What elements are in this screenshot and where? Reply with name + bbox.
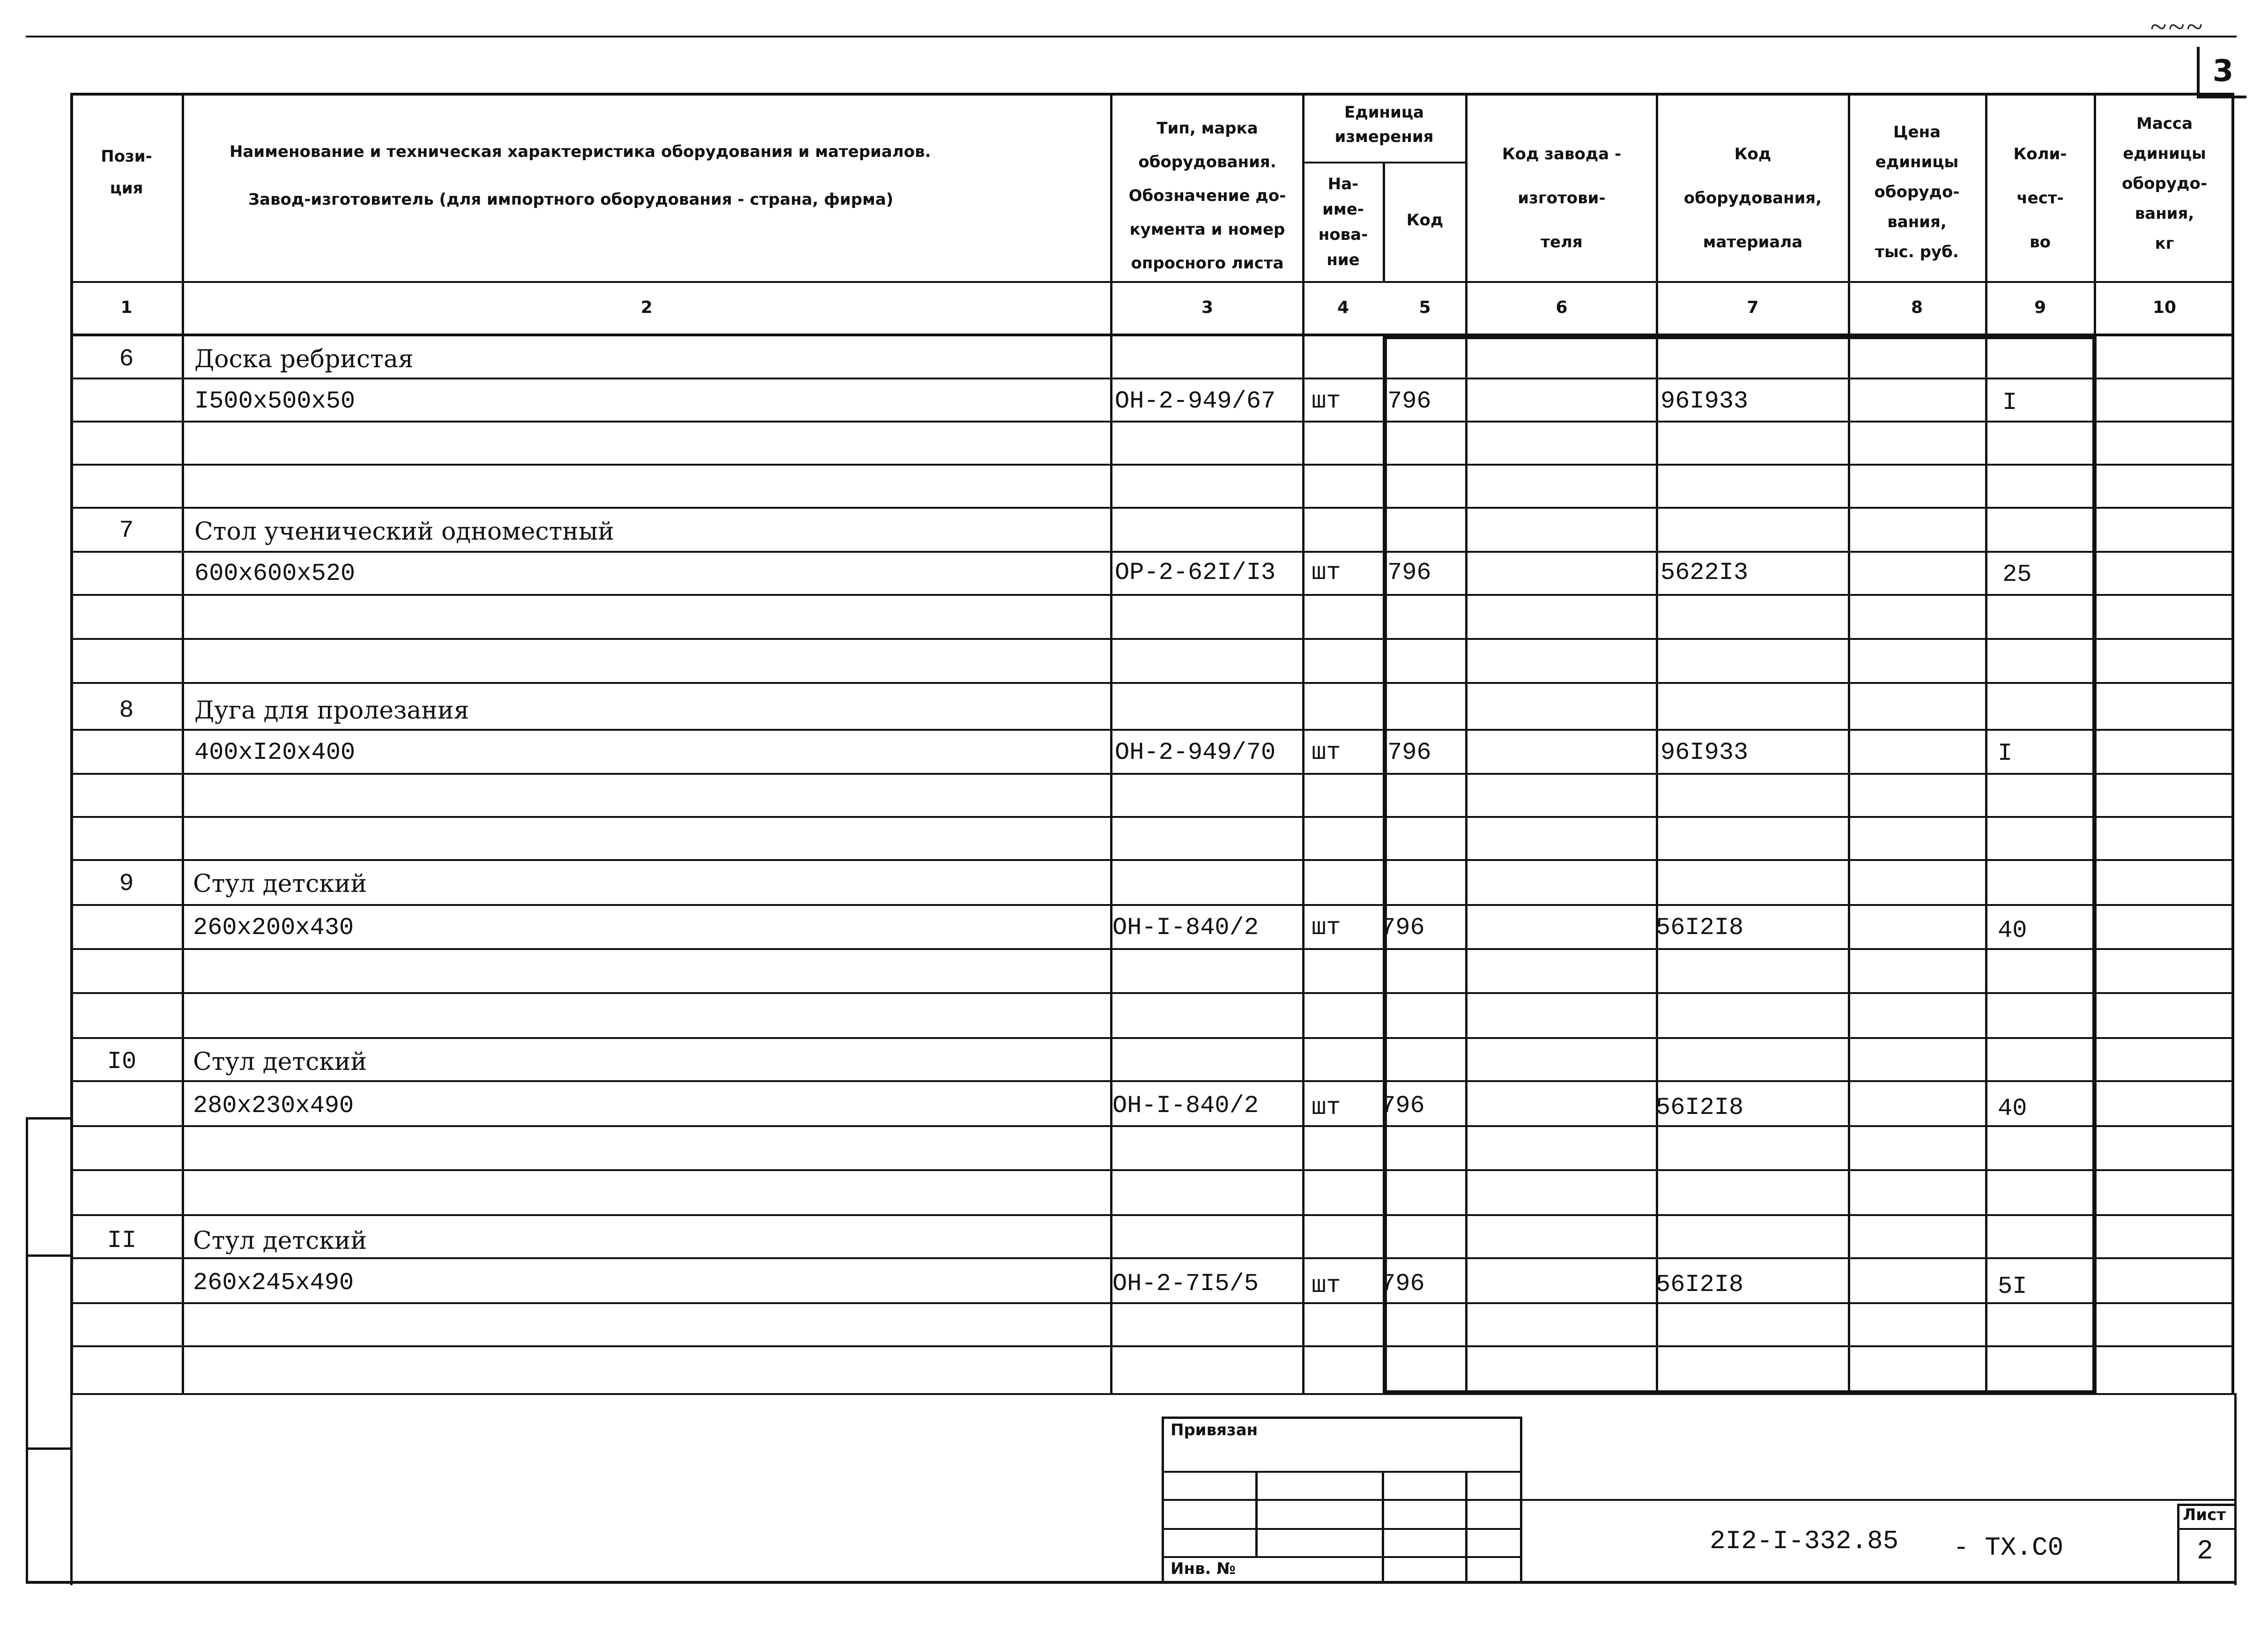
frame-left (70, 1393, 73, 1585)
col-divider (1656, 93, 1658, 1395)
header-text: вания, (2135, 204, 2194, 223)
stamp-col (1465, 1471, 1468, 1583)
row-unit-code: 796 (1387, 739, 1431, 766)
header-col2 (230, 136, 1101, 215)
row-divider (70, 1393, 2234, 1395)
header-text: Код (1406, 211, 1444, 230)
header-text: материала (1703, 233, 1803, 252)
row-qty: 5I (1998, 1273, 2027, 1300)
row-qty: 40 (1998, 917, 2027, 944)
header-text: оборудования, (1683, 189, 1822, 208)
header-text: нова- (1318, 225, 1368, 244)
row-equip-code: 96I933 (1660, 387, 1749, 415)
row-name: Стол ученический одноместный (194, 518, 615, 546)
stamp-row (1162, 1556, 1522, 1558)
header-col1 (73, 141, 180, 204)
row-divider (70, 1257, 2234, 1259)
stamp-row (1162, 1471, 1522, 1473)
attached-label: Привязан (1171, 1421, 1258, 1439)
binding-strip-divider (26, 1254, 70, 1257)
header-text: оборудо- (1874, 183, 1960, 201)
header-divider (70, 334, 2234, 336)
row-divider (70, 1345, 2234, 1347)
column-number: 4 (1337, 298, 1349, 317)
row-unit: шт (1312, 914, 1341, 942)
header-text: теля (1541, 233, 1583, 252)
row-divider (70, 1214, 2234, 1216)
header-text: Код (1734, 145, 1771, 163)
bold-border (2092, 335, 2097, 1395)
row-divider (70, 507, 2234, 509)
stamp-row (1162, 1499, 1522, 1501)
column-number: 6 (1556, 298, 1568, 317)
header-col4 (1304, 171, 1382, 273)
bold-border (1383, 335, 1387, 1395)
header-text: измерения (1334, 127, 1434, 146)
row-name: Доска ребристая (194, 345, 414, 373)
header-text: Обозначение до- (1128, 186, 1286, 205)
header-text: Единица (1344, 103, 1424, 122)
row-size: 400xI20x400 (194, 739, 356, 766)
sheet-label-line (2177, 1528, 2234, 1530)
row-divider (70, 1080, 2234, 1082)
column-number: 3 (1201, 298, 1214, 317)
row-equip-code: 96I933 (1660, 739, 1749, 766)
header-text: единицы (2123, 144, 2206, 163)
corner-scribble: ~~~ (2150, 10, 2204, 43)
row-name: Дуга для пролезания (194, 697, 469, 725)
header-text: опросного листа (1131, 254, 1284, 273)
row-unit-code: 796 (1381, 1270, 1425, 1298)
column-number: 7 (1747, 298, 1759, 317)
row-doc: ОН-I-840/2 (1112, 1092, 1259, 1120)
row-unit: шт (1312, 1272, 1341, 1299)
row-qty: 40 (1998, 1095, 2027, 1122)
header-col10 (2097, 109, 2232, 259)
row-name: Стул детский (193, 870, 367, 898)
header-col9 (1987, 132, 2093, 264)
stamp-row (1162, 1528, 1522, 1530)
row-divider (70, 464, 2234, 466)
header-text: Цена (1893, 123, 1941, 141)
row-divider (70, 1037, 2234, 1039)
row-unit-code: 796 (1387, 387, 1431, 415)
header-text: вания, (1887, 213, 1947, 231)
header-text: Пози- (101, 147, 152, 166)
column-number: 5 (1419, 298, 1431, 317)
header-text: кг (2155, 234, 2174, 253)
row-divider (70, 904, 2234, 906)
header-text: Завод-изготовитель (для импортного оборудования - страна, фирма) (248, 190, 894, 209)
row-doc: ОН-2-7I5/5 (1112, 1270, 1259, 1298)
header-text: ние (1327, 251, 1360, 269)
row-doc: ОН-2-949/67 (1115, 387, 1276, 415)
frame-right (2234, 1393, 2237, 1585)
header-text: Тип, марка (1156, 119, 1258, 138)
row-divider (70, 594, 2234, 596)
document-code: 2I2-I-332.85 (1710, 1526, 1899, 1556)
row-doc: ОР-2-62I/I3 (1115, 559, 1276, 586)
header-text: изготови- (1518, 189, 1606, 208)
header-text: Масса (2136, 114, 2193, 133)
column-number: 9 (2034, 298, 2046, 317)
row-divider (70, 638, 2234, 640)
column-number: 8 (1911, 298, 1923, 317)
row-unit-code: 796 (1381, 1092, 1425, 1120)
row-qty: I (2002, 389, 2017, 416)
column-number: 10 (2152, 298, 2177, 317)
row-size: 260x200x430 (193, 914, 354, 942)
header-text: На- (1327, 175, 1359, 193)
row-qty: 25 (2002, 561, 2032, 588)
col-divider (1465, 93, 1468, 1395)
row-position: 6 (119, 345, 134, 373)
stamp-col (1382, 1471, 1384, 1583)
frame-bottom (1522, 1581, 2234, 1584)
header-col5 (1386, 204, 1464, 236)
header-text: име- (1322, 200, 1364, 219)
row-position: I0 (107, 1048, 137, 1076)
row-equip-code: 5622I3 (1660, 559, 1749, 586)
header-unit-group (1304, 100, 1464, 149)
row-doc: ОН-2-949/70 (1115, 739, 1276, 766)
binding-strip-divider (26, 1447, 70, 1450)
header-text: оборудования. (1138, 153, 1276, 171)
column-number: 2 (640, 298, 653, 317)
column-number: 1 (120, 298, 133, 317)
row-position: 8 (119, 697, 134, 724)
header-text: оборудо- (2122, 174, 2207, 193)
title-block-line (1522, 1499, 2234, 1501)
sheet-label: Лист (2183, 1506, 2226, 1524)
row-divider (70, 682, 2234, 684)
row-position: 9 (119, 870, 134, 898)
document-suffix: - ТХ.С0 (1953, 1533, 2064, 1563)
row-equip-code: 56I2I8 (1656, 1094, 1744, 1121)
row-unit: шт (1312, 387, 1341, 415)
row-unit: шт (1312, 559, 1341, 586)
row-name: Стул детский (193, 1048, 367, 1076)
header-text: единицы (1875, 153, 1959, 171)
top-rule (26, 36, 2237, 37)
row-divider (70, 1169, 2234, 1171)
col-divider (1383, 163, 1385, 282)
header-divider (70, 281, 2234, 283)
row-divider (70, 992, 2234, 994)
row-size: 260x245x490 (193, 1269, 354, 1297)
header-col8 (1850, 117, 1984, 267)
row-size: 600x600x520 (194, 560, 356, 587)
header-text: тыс. руб. (1875, 243, 1959, 261)
row-divider (70, 859, 2234, 861)
header-text: Коли- (2013, 145, 2067, 163)
header-col7 (1659, 132, 1846, 264)
row-qty: I (1998, 740, 2013, 767)
inventory-label: Инв. № (1171, 1559, 1236, 1578)
header-col6 (1468, 132, 1655, 264)
header-text: Наименование и техническая характеристика оборудования и материалов. (230, 142, 931, 161)
row-position: II (107, 1227, 137, 1254)
header-text: Код завода - (1502, 145, 1622, 163)
row-unit: шт (1312, 739, 1341, 766)
row-unit-code: 796 (1381, 914, 1425, 942)
header-text: во (2030, 233, 2051, 252)
row-unit-code: 796 (1387, 559, 1431, 586)
stamp-col (1255, 1471, 1258, 1556)
row-doc: ОН-I-840/2 (1112, 914, 1259, 942)
sheet-corner-number: 3 (2197, 47, 2246, 98)
row-unit: шт (1312, 1094, 1341, 1121)
row-size: 280x230x490 (193, 1092, 354, 1120)
row-equip-code: 56I2I8 (1656, 914, 1744, 942)
binding-strip-divider (26, 1117, 70, 1120)
header-text: чест- (2016, 189, 2064, 208)
sheet-number: 2 (2197, 1536, 2213, 1567)
binding-strip-line (26, 1117, 28, 1581)
row-position: 7 (119, 517, 134, 544)
header-col3 (1115, 111, 1300, 280)
row-name: Стул детский (193, 1227, 367, 1255)
header-text: кумента и номер (1129, 220, 1285, 239)
row-equip-code: 56I2I8 (1656, 1271, 1744, 1298)
row-size: I500x500x50 (194, 387, 356, 415)
row-divider (70, 816, 2234, 818)
header-text: ция (110, 179, 143, 198)
unit-group-divider (1302, 162, 1466, 163)
